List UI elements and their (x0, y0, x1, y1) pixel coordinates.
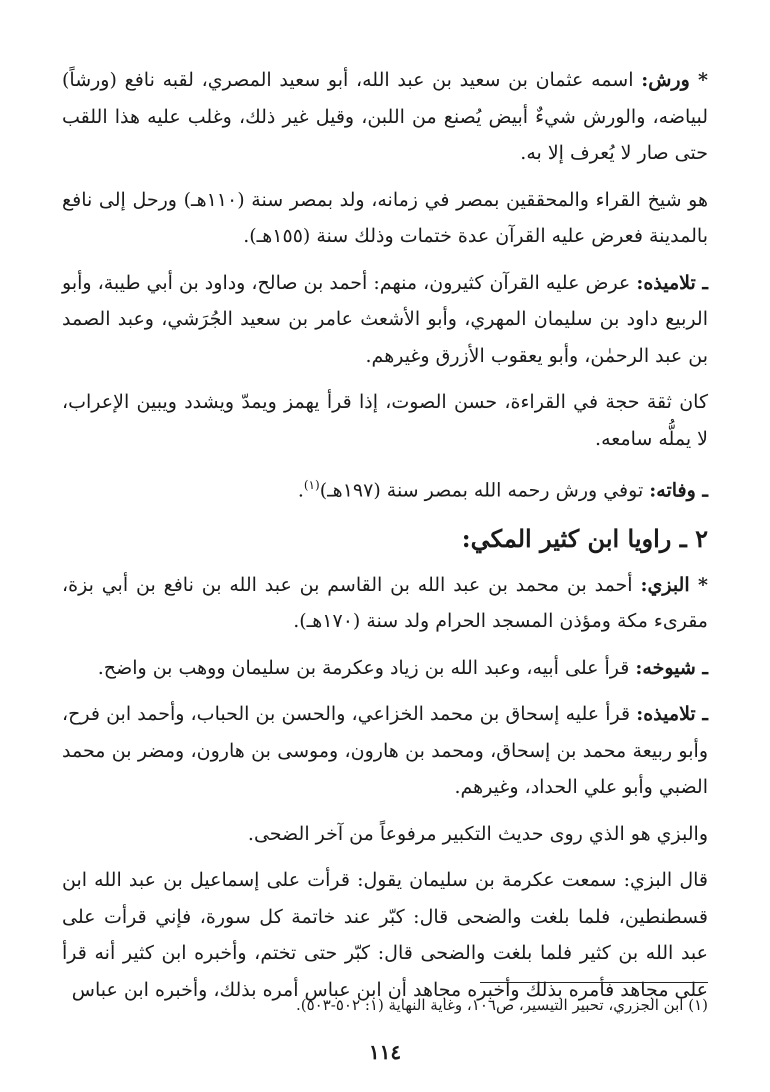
paragraph-label: * ورش: (641, 69, 708, 91)
paragraph-text: قرأ على أبيه، وعبد الله بن زياد وعكرمة بن سليمان ووهب بن واضح. (97, 656, 636, 679)
paragraph-label: ـ شيوخه: (635, 656, 708, 679)
paragraph-warsh-qualities (62, 384, 708, 457)
paragraph-label: * البزي: (640, 573, 708, 596)
paragraph-text: توفي ورش رحمه الله بمصر سنة (١٩٧هـ) (319, 479, 650, 502)
paragraph-bazzi-takbir (62, 816, 708, 853)
paragraph-bazzi-teachers (62, 650, 708, 687)
paragraph-text: كان ثقة حجة في القراءة، حسن الصوت، إذا قرأ يهمز ويمدّ ويشدد ويبين الإعراب، لا يملُّه سامعه. (62, 391, 708, 450)
paragraph-label: ـ تلاميذه: (636, 703, 708, 726)
paragraph-label: ـ وفاته: (649, 479, 708, 502)
paragraph-label: ـ تلاميذه: (636, 271, 708, 294)
paragraph-warsh-death (62, 467, 708, 509)
paragraph-text: هو شيخ القراء والمحققين بمصر في زمانه، ولد بمصر سنة (١١٠هـ) ورحل إلى نافع بالمدينة فعرض عليه القرآن عدة ختمات وذلك سنة (١٥٥هـ). (62, 188, 708, 247)
footnote-divider (480, 982, 708, 983)
paragraph-text: أحمد بن محمد بن عبد الله بن القاسم بن عبد الله بن نافع بن أبي بزة، مقرىء مكة ومؤذن المسجد الحرام ولد سنة (١٧٠هـ). (62, 573, 708, 633)
paragraph-text: قال البزي: سمعت عكرمة بن سليمان يقول: قرأت على إسماعيل بن عبد الله ابن قسطنطين، فلما بلغت والضحى قال: كبّر عند خاتمة كل سورة، فإني قرأت على عبد الله بن كثير فلما بلغت والضحى قال: كبّر حتى تختم، وأخبره ابن كثير أنه قرأ على مجاهد فأمره بذلك وأخبره مجاهد أن ابن عباس أمره بذلك، وأخبره ابن عباس (62, 869, 708, 1001)
paragraph-bazzi-name (62, 567, 708, 640)
paragraph-bazzi-students (62, 696, 708, 806)
paragraph-tail: . (297, 479, 304, 502)
section-heading: ٢ ـ راويا ابن كثير المكي: (461, 523, 708, 553)
footnote: (١) ابن الجزري، تحبير التيسير، ص١٠٦، وغاية النهاية (١: ٥٠٢-٥٠٣). (296, 996, 708, 1014)
paragraph-text: عرض عليه القرآن كثيرون، منهم: أحمد بن صالح، وداود بن أبي طيبة، وأبو الربيع داود بن سليمان المهري، وأبو الأشعث عامر بن سعيد الجُرَشي، وعبد الصمد بن عبد الرحمٰن، وأبو يعقوب الأزرق وغيرهم. (62, 271, 708, 367)
paragraph-warsh-students (62, 265, 708, 375)
paragraph-warsh-name (62, 62, 708, 172)
paragraph-warsh-bio (62, 182, 708, 255)
paragraph-text: اسمه عثمان بن سعيد بن عبد الله، أبو سعيد المصري، لقبه نافع (ورشاً) لبياضه، والورش شيءٌ أبيض يُصنع من اللبن، وقيل غير ذلك، وغلب عليه هذا اللقب حتى صار لا يُعرف إلا به. (62, 69, 708, 164)
paragraph-bazzi-narration (62, 862, 708, 1008)
paragraph-text: قرأ عليه إسحاق بن محمد الخزاعي، والحسن بن الحباب، وأحمد ابن فرح، وأبو ربيعة محمد بن إسحاق، ومحمد بن هارون، وموسى بن هارون، ومضر بن محمد الضبي وأبو علي الحداد، وغيرهم. (62, 703, 708, 799)
footnote-reference: (١) (303, 478, 320, 492)
page-number: ١١٤ (368, 1040, 402, 1064)
paragraph-text: والبزي هو الذي روى حديث التكبير مرفوعاً من آخر الضحى. (247, 822, 708, 845)
